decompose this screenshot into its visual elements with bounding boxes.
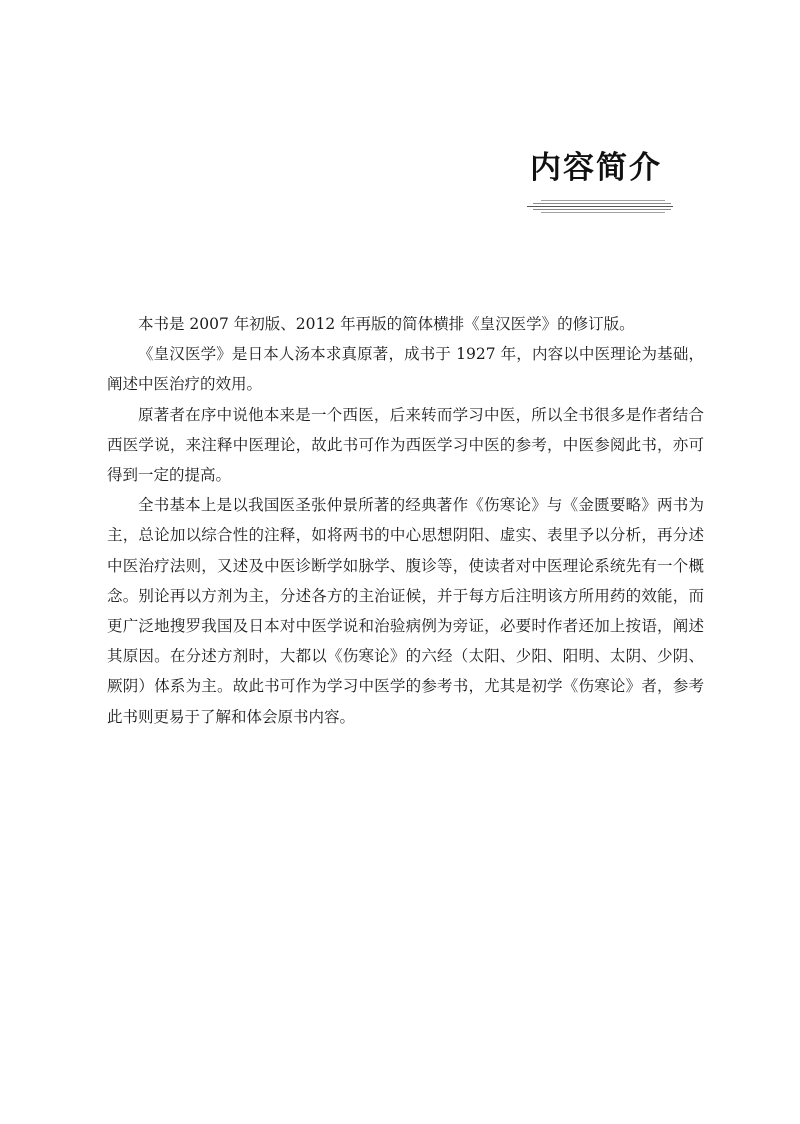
paragraph-book-content: 全书基本上是以我国医圣张仲景所著的经典著作《伤寒论》与《金匮要略》两书为主，总论加以综合性的注释，如将两书的中心思想阴阳、虚实、表里予以分析，再分述中医治疗法则，又述及中医诊断学如脉学、腹诊等，使读者对中医理论系统先有一个概念。别论再以方剂为主，分述各方的主治证候，并于每方后注明该方所用药的效能，而更广泛地搜罗我国及日本对中医学说和治验病例为旁证，必要时作者还加上按语，阐述其原因。在分述方剂时，大都以《伤寒论》的六经（太阳、少阳、阳明、太阴、少阴、厥阴）体系为主。故此书可作为学习中医学的参考书，尤其是初学《伤寒论》者，参考此书则更易于了解和体会原书内容。 xyxy=(107,496,704,726)
paragraph-author-background: 原著者在序中说他本来是一个西医，后来转而学习中医，所以全书很多是作者结合西医学说，来注释中医理论，故此书可作为西医学习中医的参考，中医参阅此书，亦可得到一定的提高。 xyxy=(107,405,704,485)
title-underline-decoration xyxy=(527,200,673,214)
introduction-body xyxy=(107,309,704,732)
paragraph-edition-note: 本书是 2007 年初版、2012 年再版的简体横排《皇汉医学》的修订版。 xyxy=(138,315,635,333)
paragraph-book-origin: 《皇汉医学》是日本人汤本求真原著，成书于 1927 年，内容以中医理论为基础，阐述中医治疗的效用。 xyxy=(107,345,704,394)
page-title: 内容简介 xyxy=(530,150,662,186)
